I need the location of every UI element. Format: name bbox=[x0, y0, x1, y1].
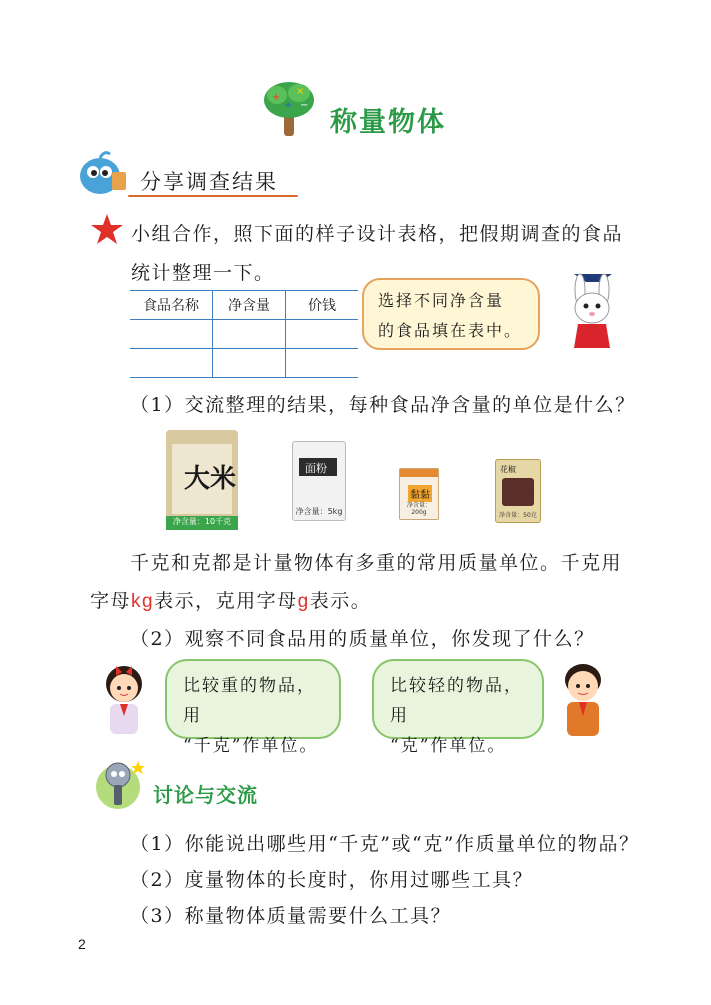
task-text-line2: 统计整理一下。 bbox=[131, 262, 275, 284]
section-heading-discuss: 讨论与交流 bbox=[153, 783, 258, 807]
pepper-bag-image bbox=[495, 459, 541, 523]
package-label: 净含量：10千克 bbox=[172, 517, 232, 526]
svg-text:×: × bbox=[296, 86, 305, 97]
table-row bbox=[130, 320, 358, 349]
bubble-line: 比较轻的物品，用 bbox=[390, 676, 523, 726]
rice-bag-image bbox=[166, 430, 238, 530]
table-header-cell: 价钱 bbox=[286, 291, 359, 320]
table-cell bbox=[213, 349, 286, 378]
discuss-item: （2）度量物体的长度时，你用过哪些工具？ bbox=[130, 869, 534, 891]
question-2: （2）观察不同食品用的质量单位，你发现了什么？ bbox=[130, 628, 595, 650]
table-cell bbox=[130, 320, 213, 349]
kg-unit: kg bbox=[131, 591, 155, 612]
table-cell bbox=[286, 349, 359, 378]
section-underline bbox=[128, 195, 298, 197]
table-row bbox=[130, 349, 358, 378]
package-label: 净含量：5kg bbox=[295, 507, 343, 516]
package-name: 花椒 bbox=[500, 465, 516, 474]
package-name: 面粉 bbox=[305, 462, 327, 475]
units-paragraph-line1: 千克和克都是计量物体有多重的常用质量单位。千克用 bbox=[130, 552, 623, 574]
star-icon bbox=[90, 213, 124, 245]
table-header-cell: 食品名称 bbox=[130, 291, 213, 320]
tree-icon bbox=[262, 78, 316, 138]
units-paragraph-line2 bbox=[90, 586, 371, 613]
discuss-item: （1）你能说出哪些用“千克”或“克”作质量单位的物品？ bbox=[130, 833, 640, 855]
table-header-row bbox=[130, 291, 358, 320]
survey-table bbox=[130, 290, 358, 378]
text-span: 表示。 bbox=[309, 590, 372, 612]
package-name: 黏黏 bbox=[408, 485, 432, 502]
table-header-cell: 净含量 bbox=[213, 291, 286, 320]
flour-bag-image bbox=[292, 441, 346, 521]
bubble-line: 比较重的物品，用 bbox=[183, 676, 316, 726]
table-cell bbox=[213, 320, 286, 349]
package-label: 净含量：200g bbox=[406, 502, 431, 516]
bubble-line: 选择不同净含量 bbox=[378, 291, 505, 310]
bubble-line: 的食品填在表中。 bbox=[378, 321, 523, 340]
cartoon-mascot-icon bbox=[78, 150, 130, 196]
table-cell bbox=[130, 349, 213, 378]
page-number: 2 bbox=[78, 936, 86, 952]
task-text-line1: 小组合作，照下面的样子设计表格，把假期调查的食品 bbox=[131, 223, 624, 245]
package-label: 净含量：50克 bbox=[499, 512, 537, 519]
microphone-mascot-icon bbox=[92, 755, 150, 811]
g-unit: g bbox=[297, 591, 310, 612]
girl-speech-bubble bbox=[165, 659, 341, 756]
rabbit-character-icon bbox=[560, 268, 626, 352]
svg-text:+: + bbox=[272, 92, 281, 103]
rabbit-speech-bubble bbox=[362, 278, 540, 350]
boy-speech-bubble bbox=[372, 659, 544, 756]
table-cell bbox=[286, 320, 359, 349]
text-span: 表示，克用字母 bbox=[154, 590, 298, 612]
svg-text:−: − bbox=[300, 100, 309, 111]
question-1: （1）交流整理的结果，每种食品净含量的单位是什么？ bbox=[130, 394, 636, 416]
page-title: 称量物体 bbox=[330, 107, 446, 138]
section-heading-share: 分享调查结果 bbox=[140, 170, 278, 194]
bubble-line: “千克”作单位。 bbox=[183, 736, 319, 756]
package-name: 大米 bbox=[184, 464, 237, 494]
candy-bag-image bbox=[399, 468, 439, 520]
text-span: 字母 bbox=[90, 590, 132, 612]
girl-character-icon bbox=[96, 660, 152, 736]
svg-text:÷: ÷ bbox=[284, 100, 293, 111]
discuss-item: （3）称量物体质量需要什么工具？ bbox=[130, 905, 452, 927]
boy-character-icon bbox=[553, 658, 613, 738]
bubble-line: “克”作单位。 bbox=[390, 736, 507, 756]
